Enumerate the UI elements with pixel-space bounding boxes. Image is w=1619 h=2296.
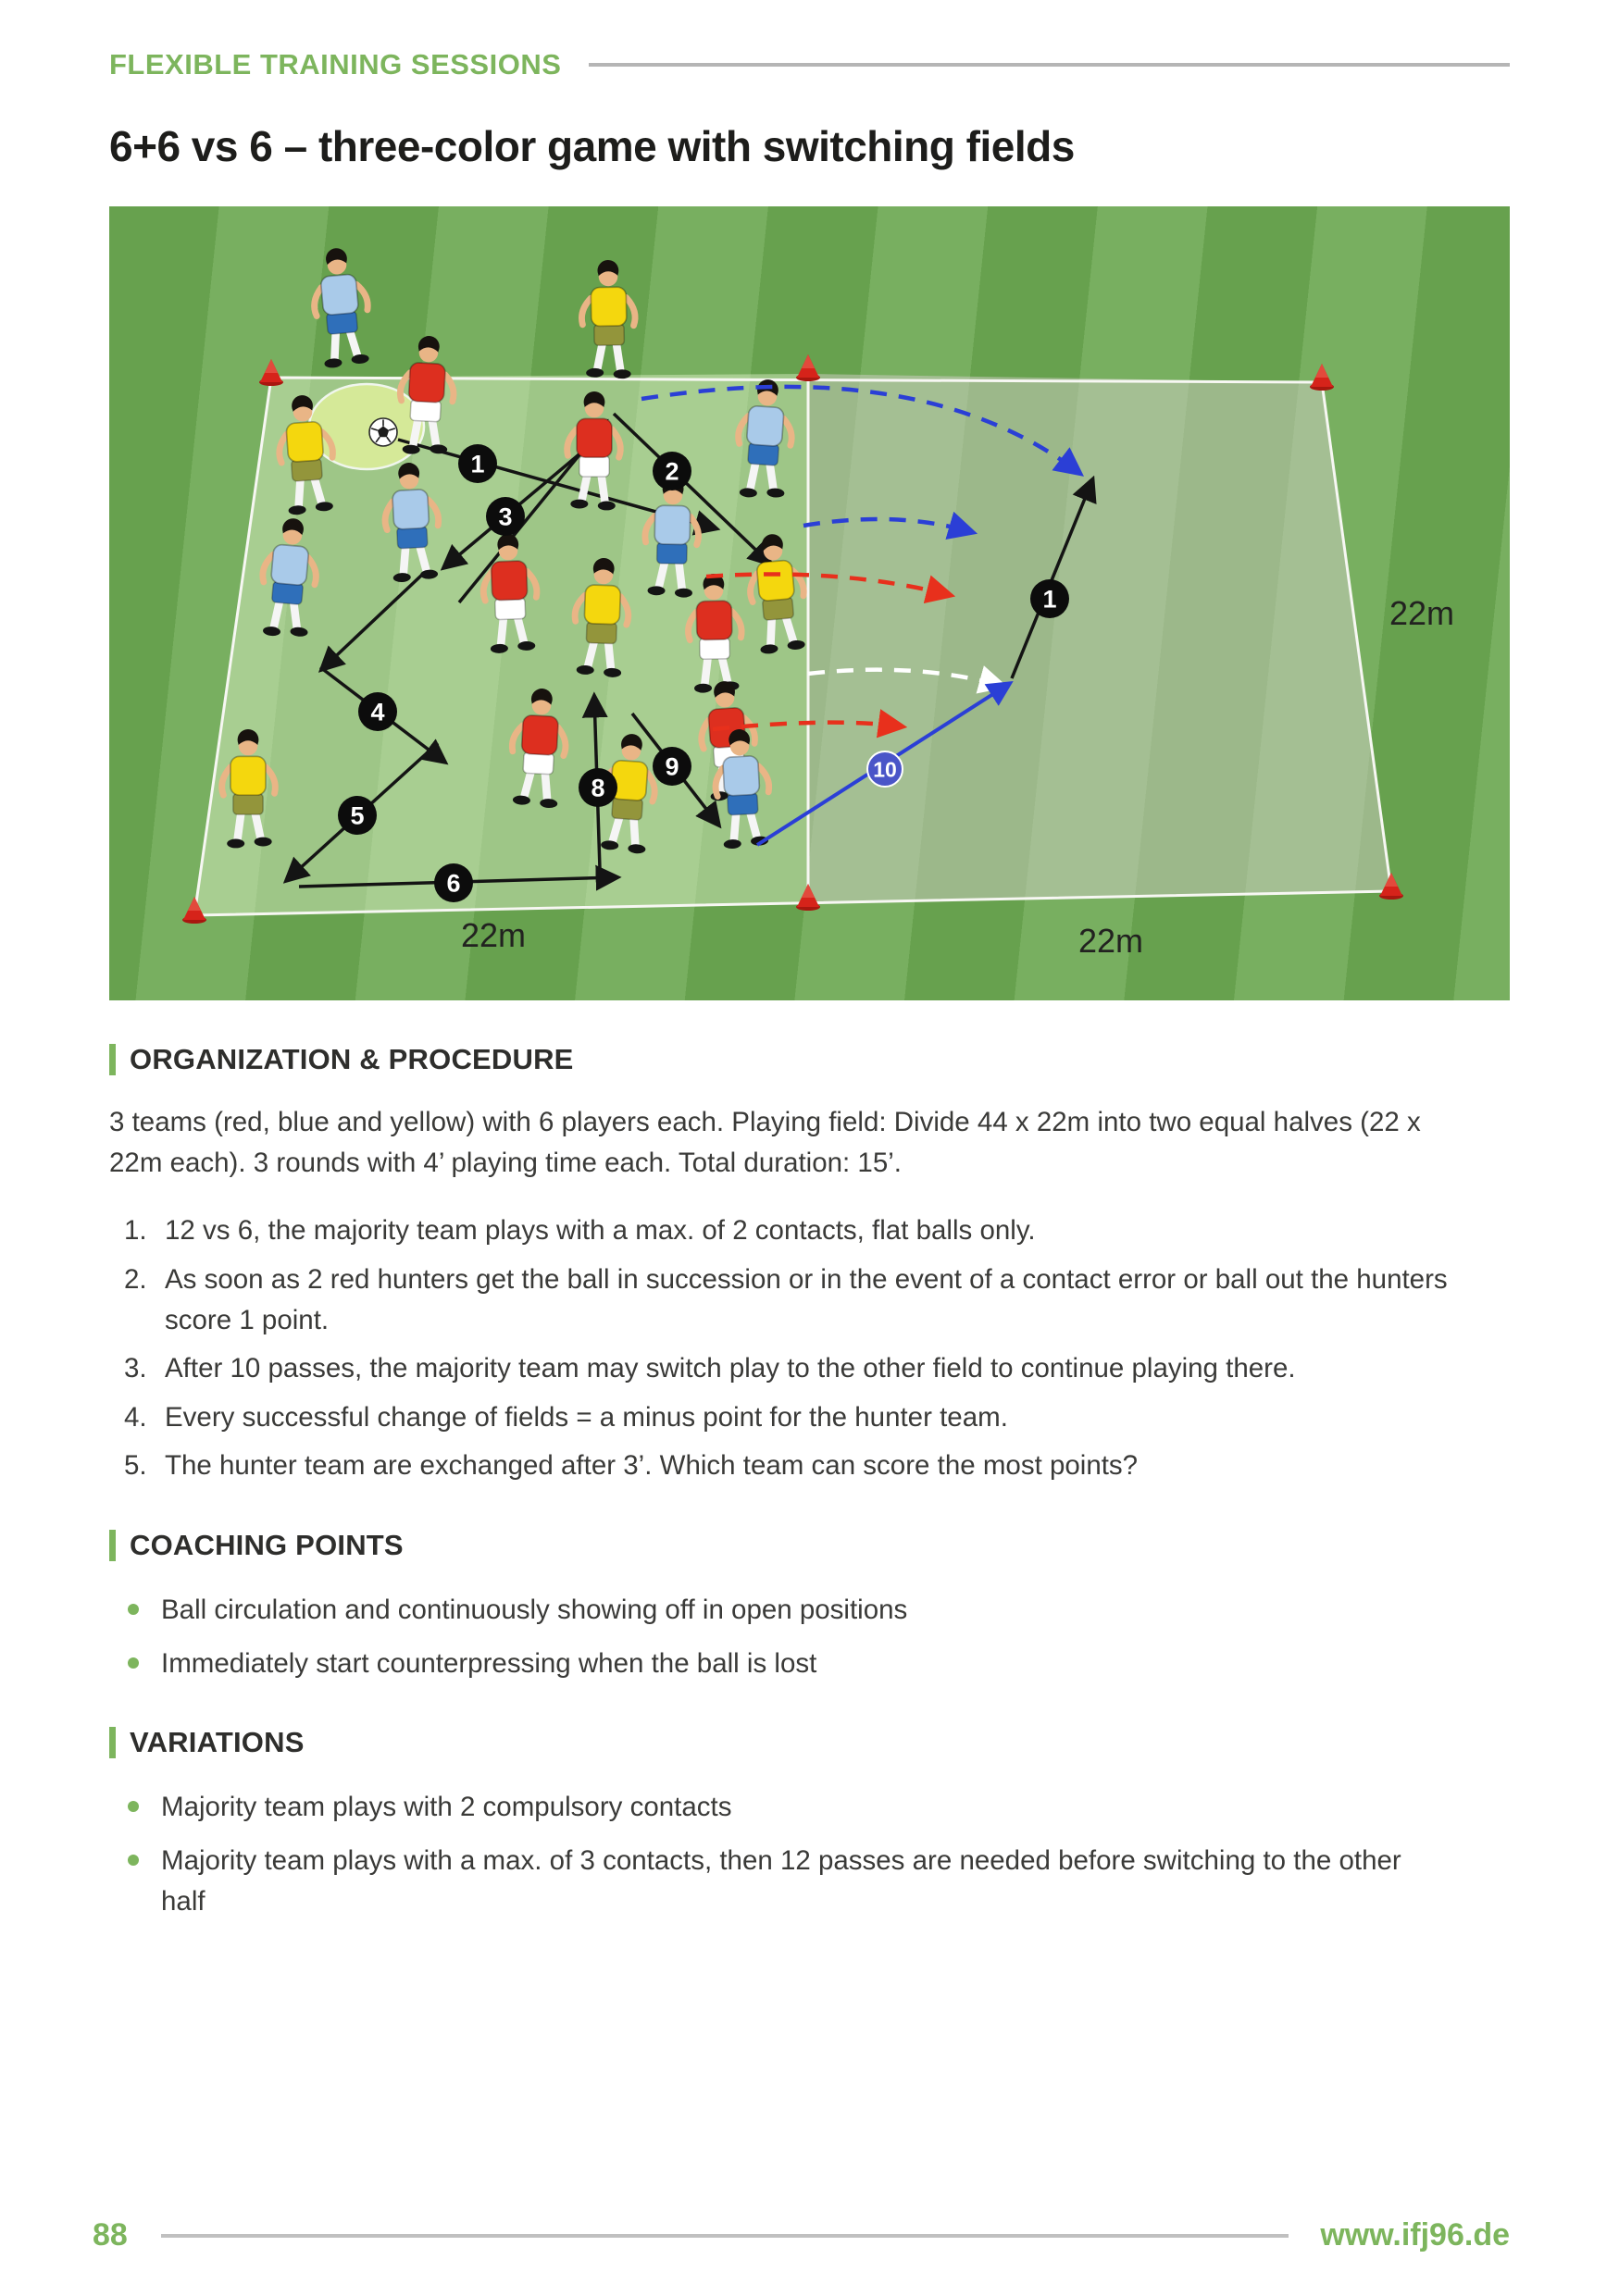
- svg-text:1: 1: [470, 450, 485, 478]
- right-field-shaded: [808, 374, 1391, 902]
- organization-paragraph: 3 teams (red, blue and yellow) with 6 players each. Playing field: Divide 44 x 22m into two equal halves (22 x 22m each). 3 rounds with 4’ playing time each. Total duration: 15’.: [109, 1106, 1421, 1178]
- section-variations: [109, 1726, 1510, 1921]
- bullet-dot-icon: [128, 1604, 139, 1615]
- player-blue: [309, 246, 373, 369]
- page-title: 6+6 vs 6 – three-color game with switching fields: [109, 122, 1075, 170]
- field-dimension-label: 22m: [1389, 593, 1455, 632]
- svg-text:5: 5: [350, 801, 365, 830]
- list-number: 1.: [124, 1215, 147, 1247]
- pass-number-badge: [434, 863, 473, 902]
- list-item-text: Immediately start counterpressing when the ball is lost: [161, 1647, 817, 1679]
- procedure-list: [109, 1210, 1510, 1486]
- list-number: 3.: [124, 1353, 147, 1384]
- variations-list: [109, 1787, 1510, 1921]
- pass-number-badge: [486, 497, 525, 536]
- section-coaching: [109, 1529, 1510, 1683]
- coaching-list: [109, 1590, 1510, 1683]
- procedure-item: [124, 1446, 1448, 1486]
- pass-number-badge: [653, 747, 691, 786]
- section-heading: ORGANIZATION & PROCEDURE: [130, 1042, 574, 1075]
- ball-highlight: [309, 384, 424, 469]
- section-accent-bar: [109, 1727, 116, 1758]
- section-kicker: FLEXIBLE TRAINING SESSIONS: [109, 48, 562, 81]
- svg-text:4: 4: [370, 698, 385, 726]
- svg-text:1: 1: [1042, 585, 1057, 614]
- pitch-diagram: [109, 206, 1510, 1000]
- cone-icon: [259, 359, 283, 386]
- list-number: 4.: [124, 1401, 147, 1433]
- pass-number-badge: [458, 444, 497, 483]
- list-item-text: As soon as 2 red hunters get the ball in succession or in the event of a contact error or ball out the hunters score 1 point.: [165, 1263, 1448, 1335]
- variation-item: [128, 1787, 1424, 1828]
- section-heading: COACHING POINTS: [130, 1529, 404, 1562]
- pass-number-badge: [579, 768, 617, 807]
- procedure-item: [124, 1210, 1448, 1251]
- page-number: 88: [93, 2217, 128, 2253]
- bullet-dot-icon: [128, 1801, 139, 1812]
- pass-number-badge: [358, 692, 397, 731]
- list-item-text: Every successful change of fields = a minus point for the hunter team.: [165, 1401, 1008, 1433]
- pass-number-badge: [653, 452, 691, 490]
- procedure-item: [124, 1260, 1448, 1340]
- field-dimension-label: 22m: [1077, 921, 1144, 960]
- procedure-item: [124, 1348, 1448, 1389]
- cone-icon: [796, 354, 820, 381]
- list-number: 2.: [124, 1263, 147, 1295]
- list-item-text: Majority team plays with a max. of 3 contacts, then 12 passes are needed before switching to the other half: [161, 1845, 1401, 1917]
- bullet-dot-icon: [128, 1657, 139, 1669]
- svg-text:10: 10: [873, 757, 897, 782]
- procedure-item: [124, 1397, 1448, 1438]
- footer-rule: [161, 2234, 1289, 2238]
- list-item-text: Ball circulation and continuously showing off in open positions: [161, 1595, 908, 1626]
- section-heading: VARIATIONS: [130, 1726, 305, 1759]
- pass-number-badge: [867, 751, 903, 787]
- soccer-ball-icon: [369, 418, 397, 446]
- svg-text:8: 8: [591, 774, 605, 802]
- training-diagram: [109, 206, 1510, 1000]
- cone-icon: [1310, 364, 1334, 391]
- header-rule: [589, 63, 1510, 67]
- pass-number-badge: [338, 796, 377, 835]
- list-item-text: Majority team plays with 2 compulsory contacts: [161, 1792, 732, 1823]
- pass-number-badge: [1030, 579, 1069, 618]
- field-dimension-label: 22m: [460, 915, 527, 954]
- svg-text:6: 6: [446, 869, 461, 898]
- coaching-item: [128, 1644, 1424, 1684]
- section-accent-bar: [109, 1044, 116, 1075]
- svg-text:3: 3: [498, 503, 513, 531]
- svg-text:2: 2: [665, 457, 679, 486]
- player-yellow: [580, 259, 636, 379]
- page-footer: [93, 2217, 1510, 2253]
- list-item-text: After 10 passes, the majority team may switch play to the other field to continue playing there.: [165, 1353, 1296, 1384]
- footer-url: www.ifj96.de: [1320, 2217, 1510, 2253]
- section-accent-bar: [109, 1530, 116, 1561]
- list-item-text: The hunter team are exchanged after 3’. Which team can score the most points?: [165, 1450, 1139, 1482]
- list-item-text: 12 vs 6, the majority team plays with a max. of 2 contacts, flat balls only.: [165, 1215, 1036, 1247]
- page-header-row: [109, 0, 1510, 81]
- list-number: 5.: [124, 1450, 147, 1482]
- bullet-dot-icon: [128, 1855, 139, 1866]
- section-organization: [109, 1043, 1510, 1486]
- variation-item: [128, 1841, 1424, 1921]
- svg-text:9: 9: [665, 752, 679, 781]
- coaching-item: [128, 1590, 1424, 1631]
